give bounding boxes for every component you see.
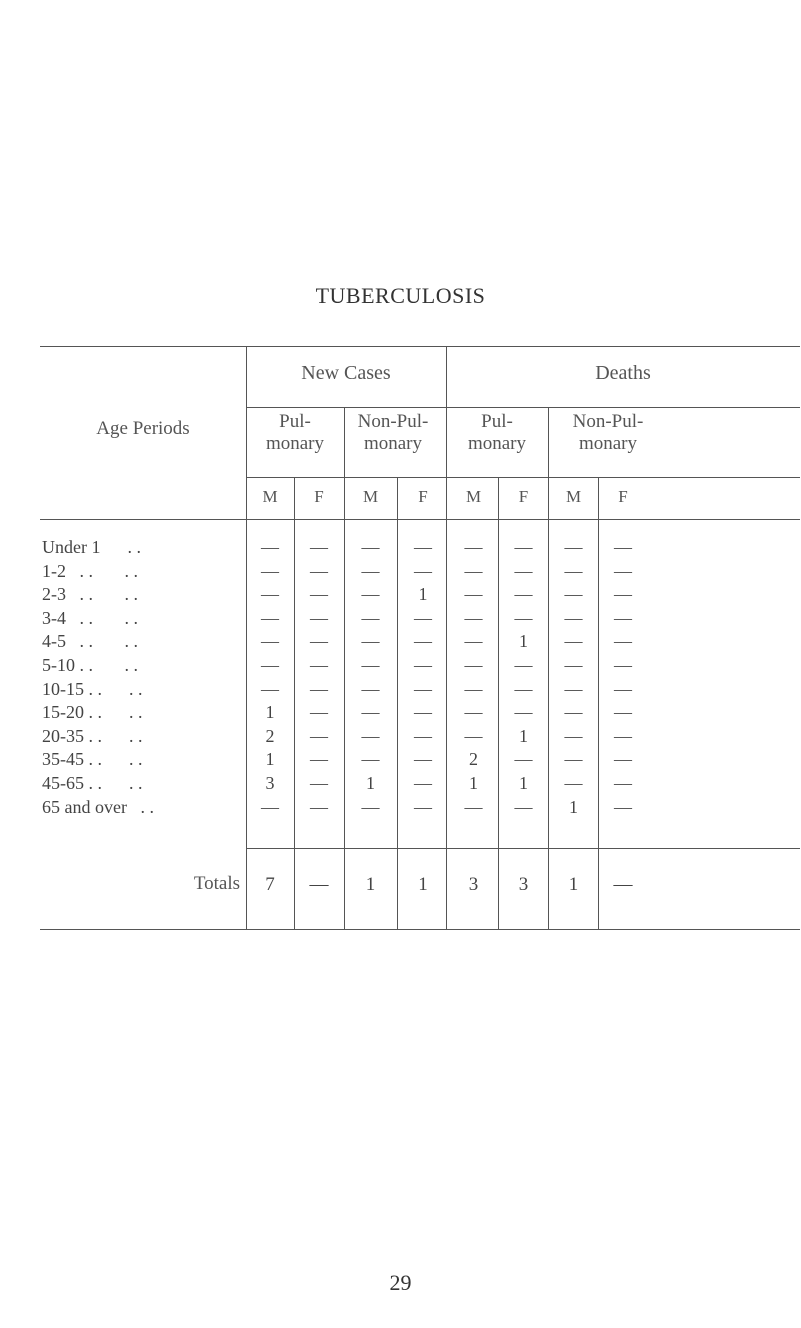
table-cell: — [261,584,279,605]
age-period-label: 45-65 . . . . [42,773,143,793]
table-cell: — [614,749,632,770]
table-cell: — [310,607,328,628]
age-period-label: 2-3 . . . . [42,584,138,605]
table-cell: — [310,725,328,746]
subgroup-header-line1: Pul- [279,411,311,432]
table-cell: — [464,584,483,605]
table-cell: 1 [569,796,578,817]
table-cell: — [464,631,483,652]
age-period-label: 4-5 . . . . [42,631,138,652]
table-cell: — [361,584,380,605]
table-cell: — [310,678,328,699]
subgroup-header-line2: monary [363,433,423,454]
age-period-label: 5-10 . . . . [42,655,138,675]
table-cell: 1 [519,725,528,746]
table-cell: — [614,584,632,605]
table-cell: 1 [366,773,375,793]
totals-cell: 1 [568,874,579,895]
subgroup-header-line2: monary [265,433,325,454]
totals-cell: — [613,874,633,895]
table-cell: 3 [265,773,275,793]
table-cell: — [310,773,328,793]
top-rule [40,346,800,347]
table-cell: — [564,773,583,793]
table-cell: — [261,655,279,675]
table-cell: — [564,725,583,746]
table-cell: — [310,560,328,581]
table-cell: — [464,702,483,723]
sex-header: F [518,487,529,506]
table-cell: — [514,749,533,770]
table-cell: — [614,537,632,557]
page-title: TUBERCULOSIS [315,283,486,308]
table-cell: 2 [265,725,275,746]
table-cell: — [514,537,533,557]
table-cell: — [464,607,483,628]
sex-header: F [418,487,428,506]
table-cell: — [514,796,533,817]
table-cell: — [414,631,432,652]
table-cell: — [614,773,632,793]
table-cell: — [514,584,533,605]
table-cell: — [361,537,380,557]
subgroup-header-line2: monary [467,433,527,454]
table-cell: — [310,749,328,770]
table-cell: — [414,702,432,723]
table-cell: — [464,655,483,675]
age-period-label: 10-15 . . . . [42,678,143,699]
group-rule [246,407,800,408]
table-cell: — [514,678,533,699]
table-cell: — [361,655,380,675]
sex-header: M [465,487,482,506]
age-period-label: 20-35 . . . . [42,725,143,746]
age-period-label: 65 and over . . [42,796,154,817]
table-cell: — [361,796,380,817]
table-cell: — [614,607,632,628]
subgroup-header-line2: monary [578,433,638,454]
header-bottom-rule [40,519,800,520]
table-cell: — [514,560,533,581]
table-cell: — [310,702,328,723]
bottom-rule [40,929,800,930]
table-cell: — [361,607,380,628]
table-cell: — [361,749,380,770]
totals-cell: 3 [518,874,529,895]
sex-header: M [262,487,278,506]
subgroup-rule [246,477,800,478]
age-period-label: 3-4 . . . . [42,607,138,628]
group-header: New Cases [301,362,391,384]
table-cell: — [564,678,583,699]
table-cell: — [261,796,279,817]
table-cell: — [414,655,432,675]
table-cell: — [564,631,583,652]
table-cell: — [414,537,432,557]
table-cell: — [464,725,483,746]
age-period-label: Under 1 . . [42,537,141,557]
table-cell: — [514,655,533,675]
table-cell: — [464,796,483,817]
table-cell: — [564,702,583,723]
table-cell: 1 [418,584,428,605]
table-cell: — [310,584,328,605]
table-cell: — [261,678,279,699]
table-cell: — [310,655,328,675]
table-cell: — [614,725,632,746]
sex-header: F [618,487,628,506]
table-cell: — [564,607,583,628]
table-cell: 1 [519,631,528,652]
table-cell: — [464,678,483,699]
table-cell: 2 [469,749,478,770]
table-cell: — [414,607,432,628]
table-cell: 1 [519,773,528,793]
subgroup-header-line1: Non-Pul- [572,411,644,432]
table-cell: — [361,702,380,723]
table-cell: — [261,560,279,581]
totals-cell: 1 [418,874,428,895]
table-cell: — [361,631,380,652]
totals-cell: 1 [365,874,376,895]
table-cell: — [361,678,380,699]
table-cell: — [361,560,380,581]
table-cell: — [310,796,328,817]
table-cell: — [414,678,432,699]
row-header-label: Age Periods [96,418,190,439]
table-cell: — [614,560,632,581]
age-period-label: 1-2 . . . . [42,560,138,581]
table-cell: — [614,631,632,652]
table-cell: — [564,560,583,581]
age-period-label: 35-45 . . . . [42,749,143,770]
table-cell: — [614,702,632,723]
table-cell: — [614,655,632,675]
sex-header: F [314,487,324,506]
table-cell: — [414,749,432,770]
table-cell: — [614,796,632,817]
table-cell: 1 [265,749,275,770]
table-cell: — [261,537,279,557]
table-cell: — [414,796,432,817]
totals-cell: 3 [468,874,479,895]
table-cell: 1 [469,773,478,793]
table-cell: — [564,749,583,770]
sex-header: M [362,487,379,506]
table-cell: — [414,773,432,793]
table-cell: — [414,560,432,581]
table-cell: — [261,607,279,628]
table-cell: — [310,631,328,652]
table-cell: — [310,537,328,557]
group-header: Deaths [595,362,651,384]
totals-cell: — [309,874,329,895]
table-cell: — [464,560,483,581]
table-cell: — [564,655,583,675]
age-period-label: 15-20 . . . . [42,702,143,723]
totals-label: Totals [193,873,240,894]
table-cell: — [514,607,533,628]
table-cell: — [564,584,583,605]
subgroup-header-line1: Non-Pul- [357,411,429,432]
sex-header: M [565,487,582,506]
table-cell: — [464,537,483,557]
table-cell: — [614,678,632,699]
table-cell: — [514,702,533,723]
subgroup-header-line1: Pul- [481,411,513,432]
page-number: 29 [389,1270,412,1295]
table-cell: — [414,725,432,746]
totals-top-rule [246,848,800,849]
table-cell: 1 [265,702,275,723]
totals-cell: 7 [265,874,275,895]
table-cell: — [261,631,279,652]
table-cell: — [361,725,380,746]
table-cell: — [564,537,583,557]
